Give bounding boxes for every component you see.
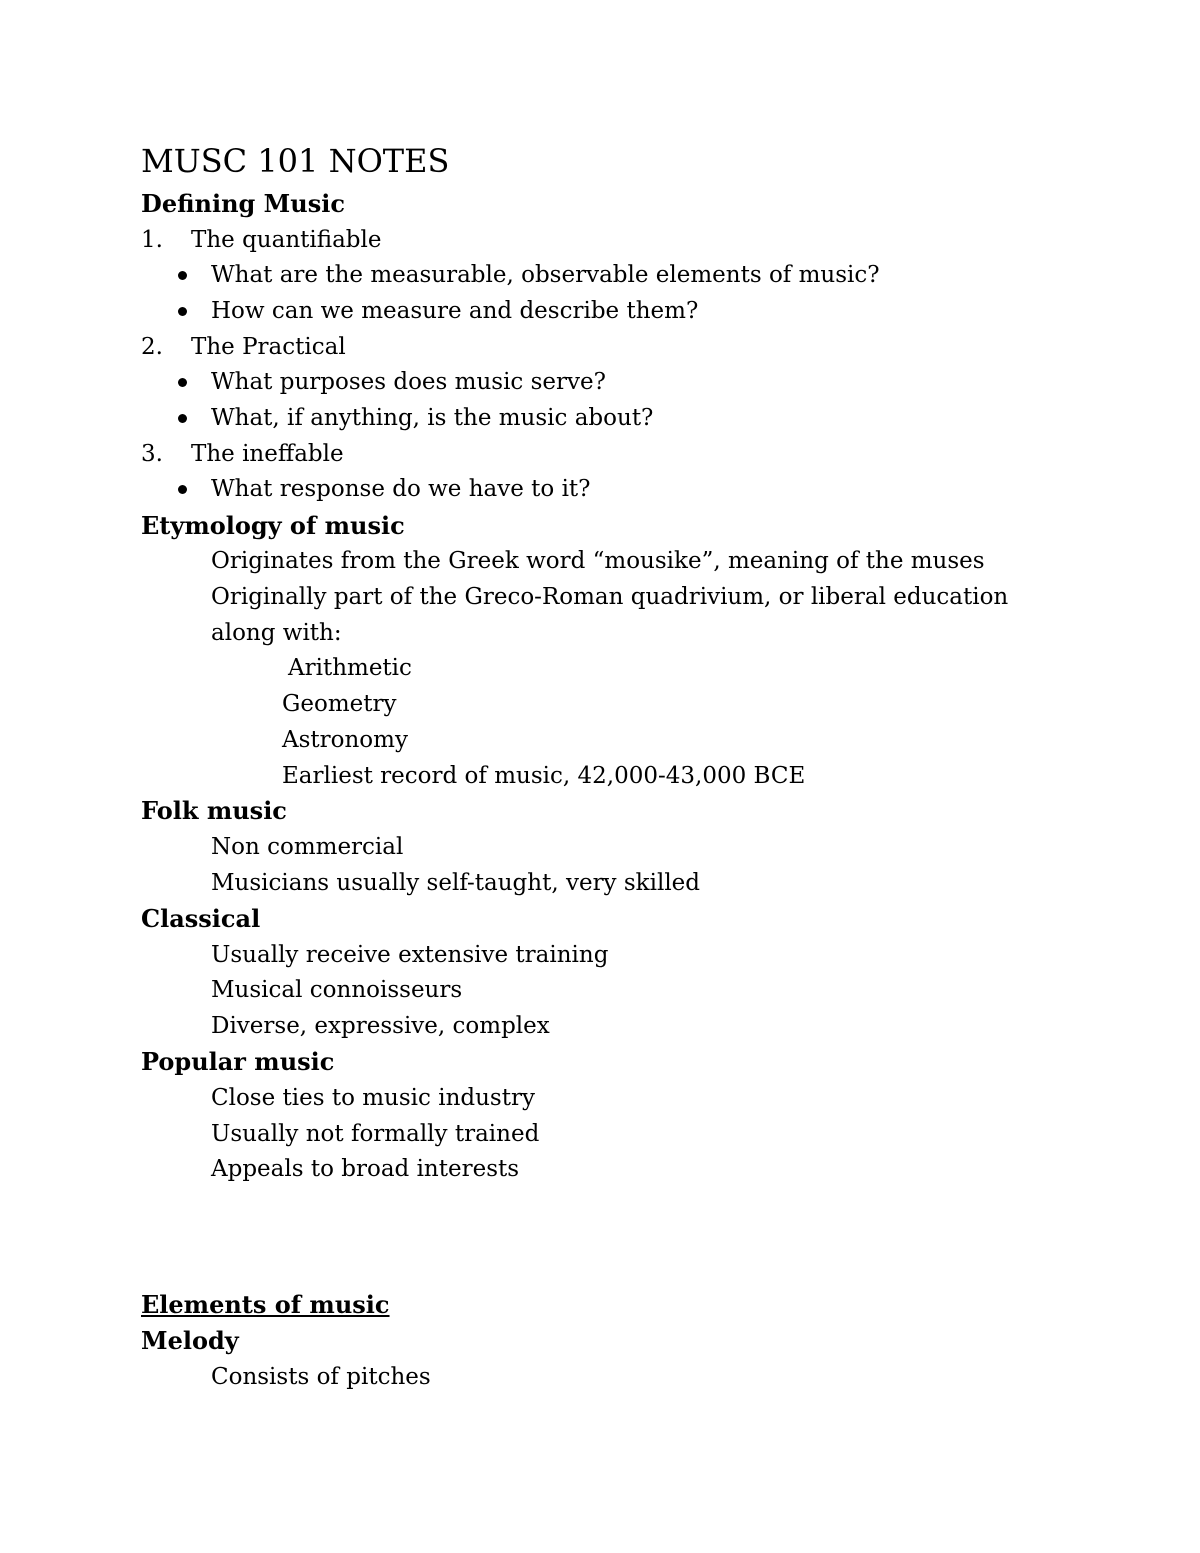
body-line: Usually receive extensive training (211, 942, 609, 968)
quadrivium-item: Earliest record of music, 42,000-43,000 BCE (282, 763, 806, 789)
bullet-icon (178, 378, 187, 387)
quadrivium-item: Astronomy (282, 727, 408, 753)
bullet-icon (178, 485, 187, 494)
heading-etymology: Etymology of music (141, 511, 405, 540)
heading-popular-music: Popular music (141, 1047, 335, 1076)
body-line: Musical connoisseurs (211, 977, 463, 1003)
heading-folk-music: Folk music (141, 796, 287, 825)
heading-elements-of-music: Elements of music (141, 1290, 390, 1319)
numbered-item-2 (141, 332, 346, 362)
bullet-item: What purposes does music serve? (211, 369, 606, 395)
heading-defining-music: Defining Music (141, 189, 345, 218)
document-title: MUSC 101 NOTES (141, 142, 450, 180)
body-line: Originally part of the Greco-Roman quadrivium, or liberal education (211, 584, 1009, 610)
item-label: The ineffable (191, 441, 344, 467)
bullet-item: What are the measurable, observable elements of music? (211, 262, 880, 288)
quadrivium-item: Geometry (282, 691, 397, 717)
quadrivium-item: Arithmetic (288, 655, 412, 681)
bullet-item: What response do we have to it? (211, 476, 591, 502)
body-line: Diverse, expressive, complex (211, 1013, 550, 1039)
item-number: 3. (141, 441, 163, 467)
item-number: 1. (141, 227, 163, 253)
bullet-icon (178, 414, 187, 423)
bullet-item: How can we measure and describe them? (211, 298, 699, 324)
bullet-icon (178, 307, 187, 316)
body-line: Originates from the Greek word “mousike”, meaning of the muses (211, 548, 985, 574)
numbered-item-3 (141, 439, 344, 469)
bullet-item: What, if anything, is the music about? (211, 405, 654, 431)
item-label: The Practical (191, 334, 346, 360)
heading-classical: Classical (141, 904, 261, 933)
item-label: The quantifiable (191, 227, 382, 253)
body-line: Non commercial (211, 834, 404, 860)
body-line: Appeals to broad interests (211, 1156, 520, 1182)
heading-melody: Melody (141, 1326, 239, 1355)
bullet-icon (178, 271, 187, 280)
item-number: 2. (141, 334, 163, 360)
body-line: Usually not formally trained (211, 1121, 540, 1147)
body-line: Close ties to music industry (211, 1085, 535, 1111)
numbered-item-1 (141, 225, 381, 255)
body-line: Musicians usually self-taught, very skilled (211, 870, 701, 896)
body-line: Consists of pitches (211, 1364, 431, 1390)
body-line: along with: (211, 620, 342, 646)
